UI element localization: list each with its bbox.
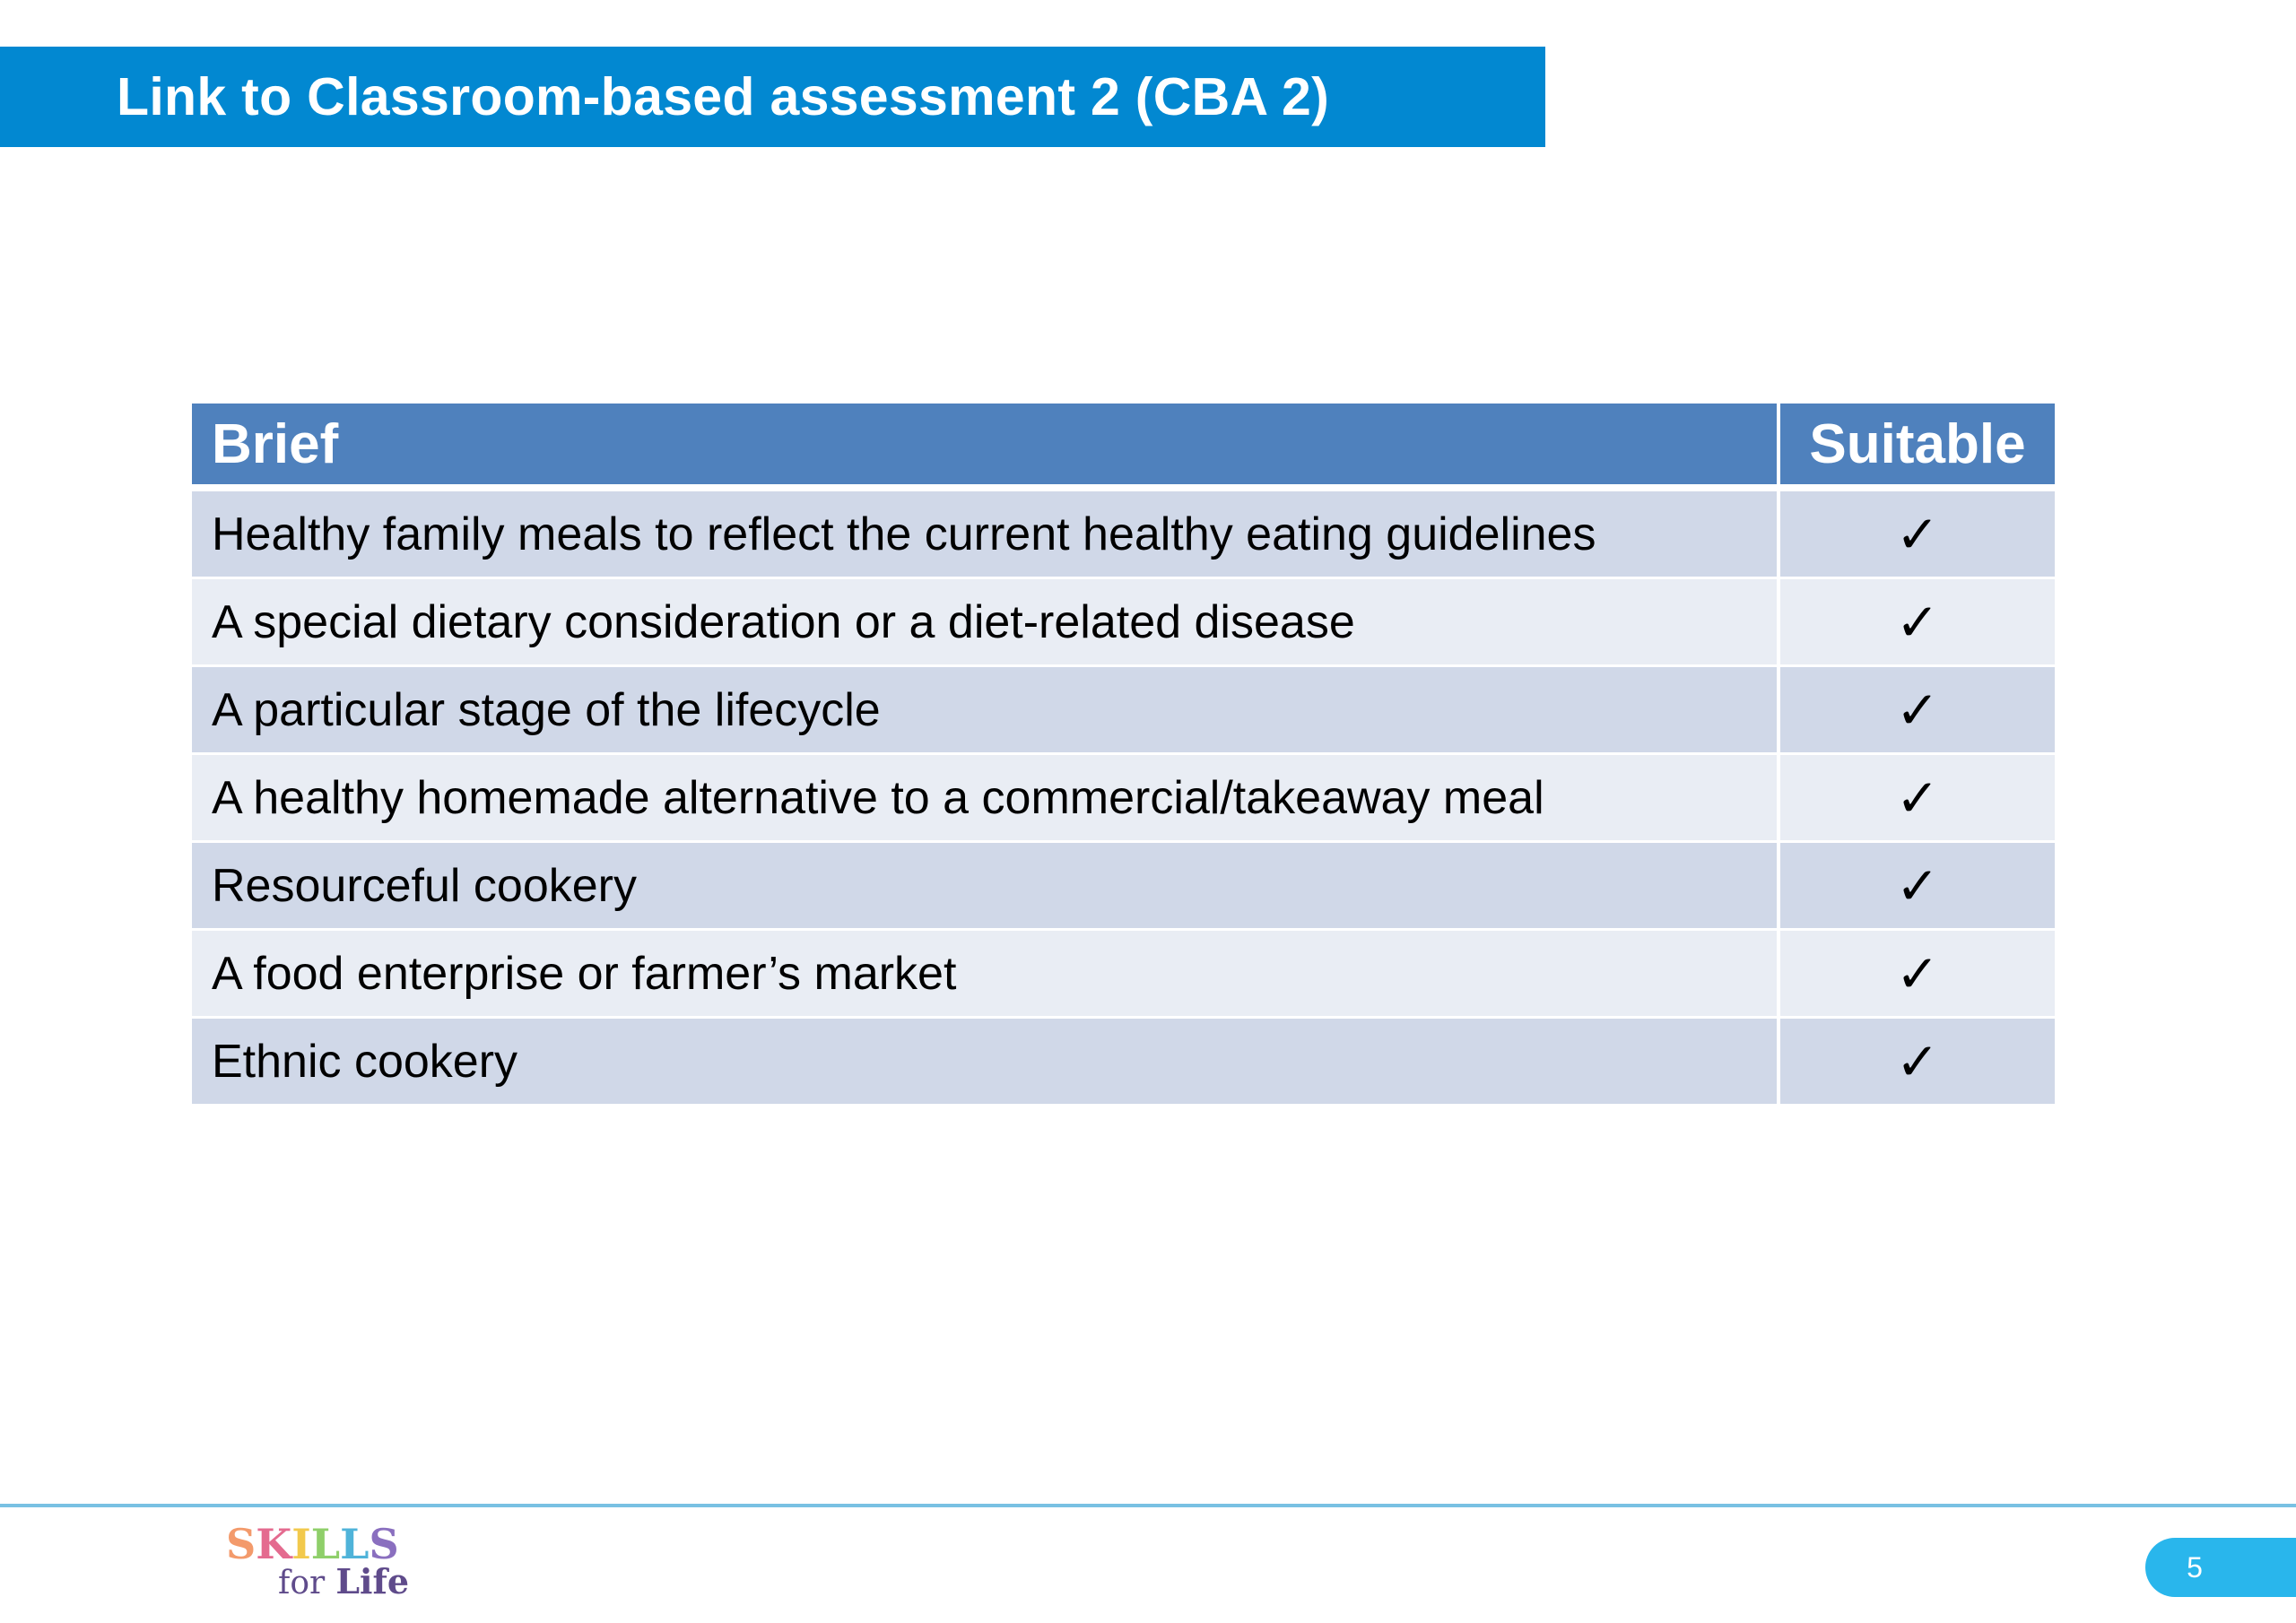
slide-title: Link to Classroom-based assessment 2 (CBA 2) [0,47,1545,147]
logo-letter: I [291,1520,311,1568]
brief-table [192,404,2055,1107]
skills-for-life-logo [226,1522,432,1604]
header-suitable: Suitable [1777,404,2055,491]
header-brief: Brief [192,404,1777,491]
table-row [192,1019,2055,1107]
table-header-row [192,404,2055,491]
logo-letter: S [226,1520,257,1568]
table-row [192,755,2055,843]
check-icon: ✓ [1777,843,2055,931]
brief-cell: Healthy family meals to reflect the current healthy eating guidelines [192,491,1777,579]
check-icon: ✓ [1777,491,2055,579]
check-icon: ✓ [1777,931,2055,1019]
table-row [192,931,2055,1019]
brief-cell: A food enterprise or farmer’s market [192,931,1777,1019]
check-icon: ✓ [1777,755,2055,843]
brief-cell: Ethnic cookery [192,1019,1777,1107]
logo-skills-wordmark [226,1522,399,1567]
logo-life-text: Life [335,1561,409,1601]
footer-divider [0,1504,2296,1507]
logo-letter: L [340,1520,370,1568]
logo-letter: L [310,1520,341,1568]
logo-letter: K [256,1520,292,1568]
table-row [192,491,2055,579]
page-number: 5 [2187,1551,2203,1584]
logo-tagline [278,1563,409,1602]
check-icon: ✓ [1777,579,2055,667]
brief-cell: Resourceful cookery [192,843,1777,931]
table-row [192,667,2055,755]
brief-cell: A healthy homemade alternative to a commercial/takeaway meal [192,755,1777,843]
brief-cell: A special dietary consideration or a diet-related disease [192,579,1777,667]
table-row [192,843,2055,931]
logo-for-text: for [278,1565,326,1601]
brief-cell: A particular stage of the lifecycle [192,667,1777,755]
logo-letter: S [369,1520,399,1568]
check-icon: ✓ [1777,1019,2055,1107]
table-row [192,579,2055,667]
check-icon: ✓ [1777,667,2055,755]
